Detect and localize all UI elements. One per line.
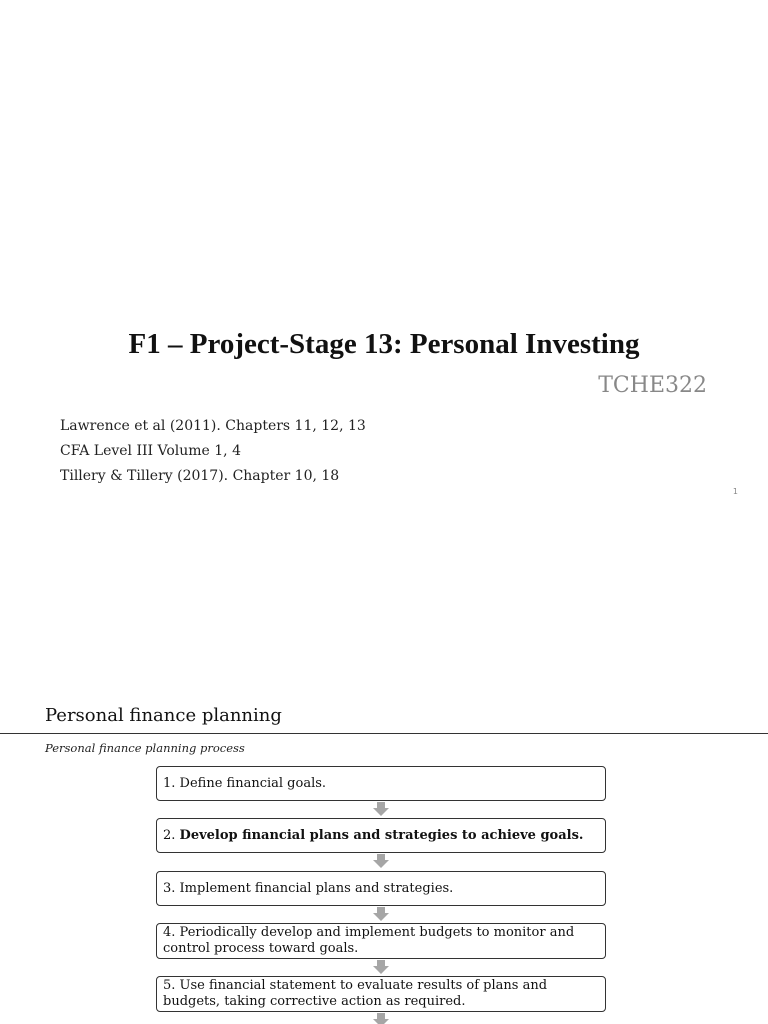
step-box-2 (156, 818, 606, 853)
course-code: TCHE322 (598, 373, 707, 398)
down-arrow-icon (373, 960, 389, 974)
step-box-5 (156, 976, 606, 1012)
step-text: Use financial statement to evaluate results of plans and budgets, taking corrective action as required. (163, 978, 548, 1009)
down-arrow-icon (373, 854, 389, 868)
step-box-1 (156, 766, 606, 801)
divider (0, 733, 768, 734)
step-number: 5. (163, 978, 180, 993)
section-subheading: Personal finance planning process (45, 741, 245, 755)
step-text: Develop financial plans and strategies to achieve goals. (179, 827, 584, 843)
references-list (60, 414, 366, 489)
step-text: Define financial goals. (179, 775, 327, 791)
step-box-4 (156, 923, 606, 959)
reference-item: CFA Level III Volume 1, 4 (60, 443, 241, 459)
reference-item: Tillery & Tillery (2017). Chapter 10, 18 (60, 468, 340, 484)
step-number: 1. (163, 775, 180, 791)
step-number: 2. (163, 827, 180, 843)
reference-item: Lawrence et al (2011). Chapters 11, 12, 13 (60, 418, 366, 434)
step-box-3 (156, 871, 606, 906)
planning-slide (0, 690, 768, 1024)
page-number: 1 (732, 487, 738, 496)
slide-title: F1 – Project-Stage 13: Personal Investing (128, 328, 640, 360)
step-number: 4. (163, 925, 180, 940)
step-text: Periodically develop and implement budgets to monitor and control process toward goals. (163, 925, 575, 956)
down-arrow-icon (373, 802, 389, 816)
down-arrow-icon (373, 907, 389, 921)
step-number: 3. (163, 880, 180, 896)
step-text: Implement financial plans and strategies. (179, 880, 454, 896)
down-arrow-icon (373, 1013, 389, 1024)
section-heading: Personal finance planning (45, 705, 282, 726)
